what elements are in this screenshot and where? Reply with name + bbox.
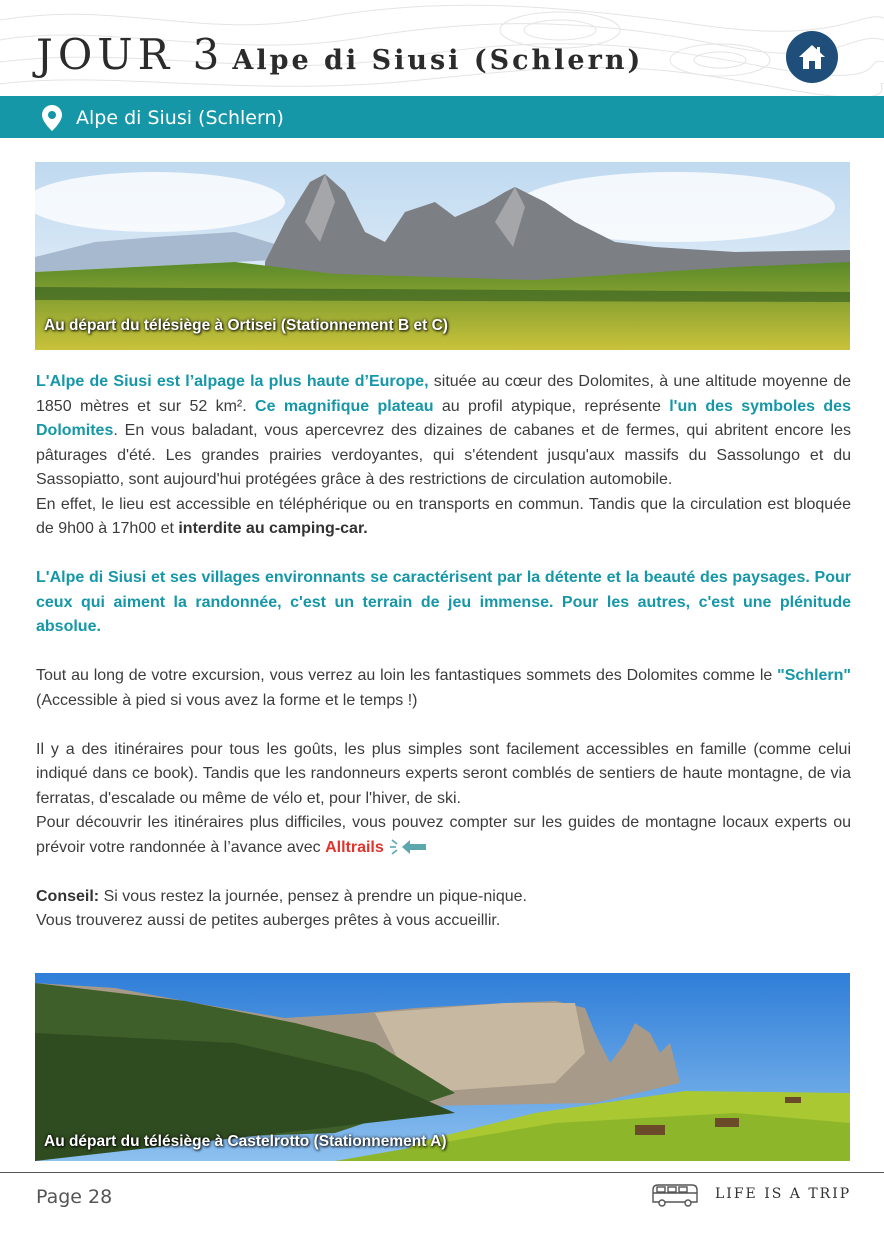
page-number: Page 28	[36, 1186, 113, 1208]
home-icon	[797, 43, 827, 71]
campervan-icon	[650, 1182, 700, 1208]
paragraph-highlight: L'Alpe di Siusi et ses villages environnants se caractérisent par la détente et la beauté des paysages. Pour ceux qui aiment la randonnée, c'est un terrain de jeu immense. Pour les autres, c'est une plénitude absolue.	[36, 569, 851, 635]
photo-caption-bottom: Au départ du télésiège à Castelrotto (Stationnement A)	[44, 1133, 447, 1150]
advice-label: Conseil:	[36, 887, 100, 905]
highlight-symbol: l'un des symboles des Dolomites	[36, 397, 851, 439]
home-button[interactable]	[786, 31, 838, 83]
paragraph-guides: Pour découvrir les itinéraires plus difficiles, vous pouvez compter sur les guides de montagne locaux experts ou prévoir votre randonnée à l’avance avec Alltrails	[36, 811, 851, 860]
schlern-highlight: "Schlern"	[777, 667, 851, 684]
photo-castelrotto	[35, 973, 850, 1161]
paragraph-inns: Vous trouverez aussi de petites auberges prêtes à vous accueillir.	[36, 912, 501, 929]
camping-car-warning: interdite au camping-car.	[178, 520, 368, 537]
page-title	[36, 30, 643, 79]
paragraph-itineraries: Il y a des itinéraires pour tous les goûts, les plus simples sont facilement accessibles en famille (comme celui indiqué dans ce book). Tandis que les randonneurs experts seront comblés de sentiers de haute montagne, de via ferratas, d'escalade ou même de vélo et, pour l'hiver, de ski.	[36, 740, 851, 807]
footer-divider	[0, 1172, 884, 1173]
location-banner	[0, 96, 884, 138]
paragraph-access: En effet, le lieu est accessible en téléphérique ou en transports en commun. Tandis que la circulation est bloquée de 9h00 à 17h00 et interdite au camping-car.	[36, 495, 851, 537]
banner-location: Alpe di Siusi (Schlern)	[76, 107, 284, 129]
paragraph-schlern: Tout au long de votre excursion, vous verrez au loin les fantastiques sommets des Dolomites comme le "Schlern" (Accessible à pied si vous avez la forme et le temps !)	[36, 667, 851, 709]
photo-ortisei	[35, 162, 850, 350]
day-label: JOUR 3	[36, 30, 225, 79]
map-pin-icon	[42, 105, 62, 131]
brand-name: LIFE IS A TRIP	[715, 1186, 852, 1202]
alltrails-link[interactable]: Alltrails	[325, 838, 384, 856]
article-body	[36, 370, 851, 934]
highlight-plateau: Ce magnifique plateau	[255, 397, 434, 415]
highlight-intro: L'Alpe de Siusi est l’alpage la plus haute d’Europe,	[36, 373, 429, 390]
paragraph-advice: Conseil: Si vous restez la journée, pensez à prendre un pique-nique.	[36, 887, 527, 905]
paragraph-intro: L'Alpe de Siusi est l’alpage la plus haute d’Europe, située au cœur des Dolomites, à une altitude moyenne de 1850 mètres et sur 52 km². Ce magnifique plateau au profil atypique, représente l'un des symboles des Dolomites. En vous baladant, vous apercevrez des dizaines de cabanes et de fermes, qui abritent encore les pâturages d'été. Les grandes prairies verdoyantes, qui s'étendent jusqu'aux massifs du Sassolungo et du Sassopiatto, sont aujourd'hui protégées grâce à des restrictions de circulation automobile.	[36, 373, 852, 488]
pointing-hand-icon	[388, 836, 428, 858]
title-place: Alpe di Siusi (Schlern)	[232, 45, 644, 76]
photo-caption-top: Au départ du télésiège à Ortisei (Stationnement B et C)	[44, 317, 448, 334]
